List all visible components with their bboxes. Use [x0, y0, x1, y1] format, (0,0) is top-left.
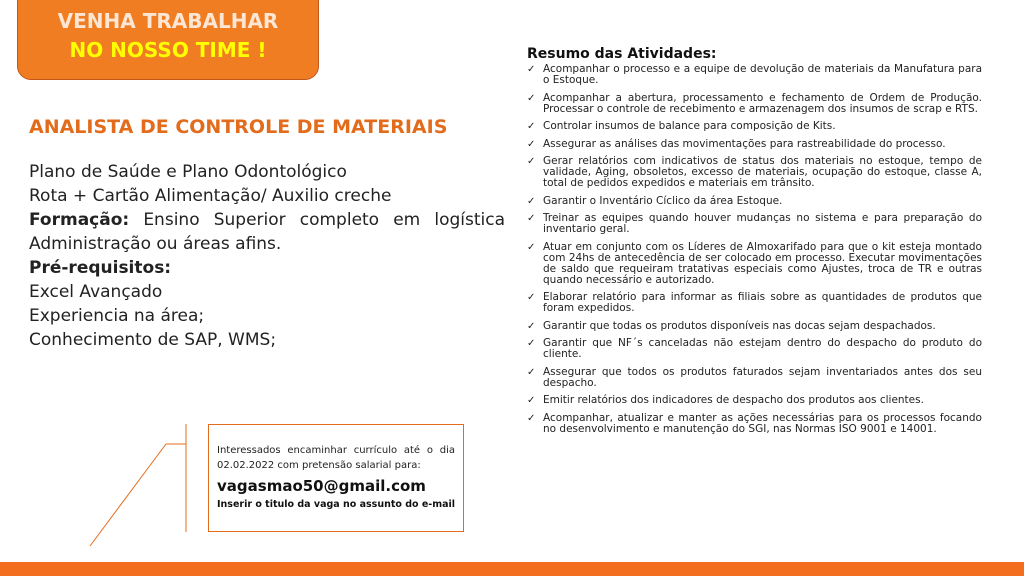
banner-line-2: NO NOSSO TIME ! — [69, 38, 267, 62]
education-label: Formação: — [29, 210, 130, 230]
check-icon: ✓ — [527, 292, 536, 303]
list-item: ✓ Gerar relatórios com indicativos de status dos materiais no estoque, tempo de validade, Aging, obsoletos, excesso de materiais, ocupação do estoque, classe A, total de pedidos expedidos e materiais em trânsito. — [527, 155, 982, 189]
prerequisite-excel: Excel Avançado — [29, 282, 163, 302]
check-icon: ✓ — [527, 241, 536, 253]
check-icon: ✓ — [527, 138, 536, 150]
check-icon: ✓ — [527, 195, 536, 207]
list-item: ✓ Garantir que NF´s canceladas não estejam dentro do despacho do produto do cliente. — [527, 337, 982, 360]
list-item: ✓ Controlar insumos de balance para composição de Kits. — [527, 120, 836, 132]
list-item: ✓ Elaborar relatório para informar as filiais sobre as quantidades de produtos que foram expedidos. — [527, 291, 982, 314]
list-item: ✓ Garantir o Inventário Cíclico da área Estoque. — [527, 194, 783, 207]
list-item: ✓ Garantir que todas os produtos disponíveis nas docas sejam despachados. — [527, 319, 936, 332]
check-icon: ✓ — [527, 92, 536, 104]
education-text: Ensino Superior completo em logística — [129, 210, 505, 230]
contact-message: Interessados encaminhar currículo até o dia 02.02.2022 com pretensão salarial para: — [217, 445, 455, 471]
benefit-health: Plano de Saúde e Plano Odontológico — [29, 162, 347, 182]
check-icon: ✓ — [527, 395, 536, 406]
footer-bar — [0, 562, 1024, 576]
list-item: ✓ Acompanhar a abertura, processamento e fechamento de Ordem de Produção. Processar o controle de recebimento e armazenagem dos insumos de scrap e RTS. — [527, 91, 982, 115]
list-item: ✓ Acompanhar, atualizar e manter as ações necessárias para os processos focando no desenvolvimento e manutenção do SGI, nas Normas ISO 9001 e 14001. — [527, 411, 982, 435]
prerequisite-experience: Experiencia na área; — [29, 306, 205, 326]
check-icon: ✓ — [527, 213, 536, 224]
list-item: ✓ Atuar em conjunto com os Líderes de Almoxarifado para que o kit esteja montado com 24hs de antecedência de ser colocado em processo. Executar movimentações de saldo que requeiram tratativas especiais como Ajustes, troca de TR e outras quando necessário e autorizado. — [527, 240, 982, 286]
list-item: ✓ Acompanhar o processo e a equipe de devolução de materiais da Manufatura para o Estoque. — [527, 63, 982, 86]
list-item: ✓ Treinar as equipes quando houver mudanças no sistema e para preparação do inventario geral. — [527, 212, 982, 235]
contact-note: Inserir o titulo da vaga no assunto do e-mail — [217, 499, 456, 510]
education-continuation: Administração ou áreas afins. — [29, 234, 282, 254]
contact-email: vagasmao50@gmail.com — [217, 477, 426, 495]
activities-title: Resumo das Atividades: — [527, 46, 717, 62]
benefit-transport: Rota + Cartão Alimentação/ Auxilio creche — [29, 186, 392, 206]
check-icon: ✓ — [527, 156, 536, 167]
check-icon: ✓ — [527, 320, 536, 332]
prerequisites-heading: Pré-requisitos: — [29, 258, 172, 278]
check-icon: ✓ — [527, 338, 536, 349]
check-icon: ✓ — [527, 121, 536, 132]
list-item: ✓ Assegurar as análises das movimentações para rastreabilidade do processo. — [527, 137, 946, 150]
job-title: ANALISTA DE CONTROLE DE MATERIAIS — [29, 116, 448, 138]
activities-list — [527, 64, 982, 441]
check-icon: ✓ — [527, 412, 536, 424]
list-item: ✓ Assegurar que todos os produtos faturados sejam inventariados antes dos seu despacho. — [527, 365, 982, 389]
contact-box — [208, 424, 464, 532]
check-icon: ✓ — [527, 64, 536, 75]
check-icon: ✓ — [527, 366, 536, 378]
prerequisite-sap-wms: Conhecimento de SAP, WMS; — [29, 330, 277, 350]
list-item: ✓ Emitir relatórios dos indicadores de despacho dos produtos aos clientes. — [527, 394, 924, 406]
banner-line-1: VENHA TRABALHAR — [57, 9, 279, 33]
